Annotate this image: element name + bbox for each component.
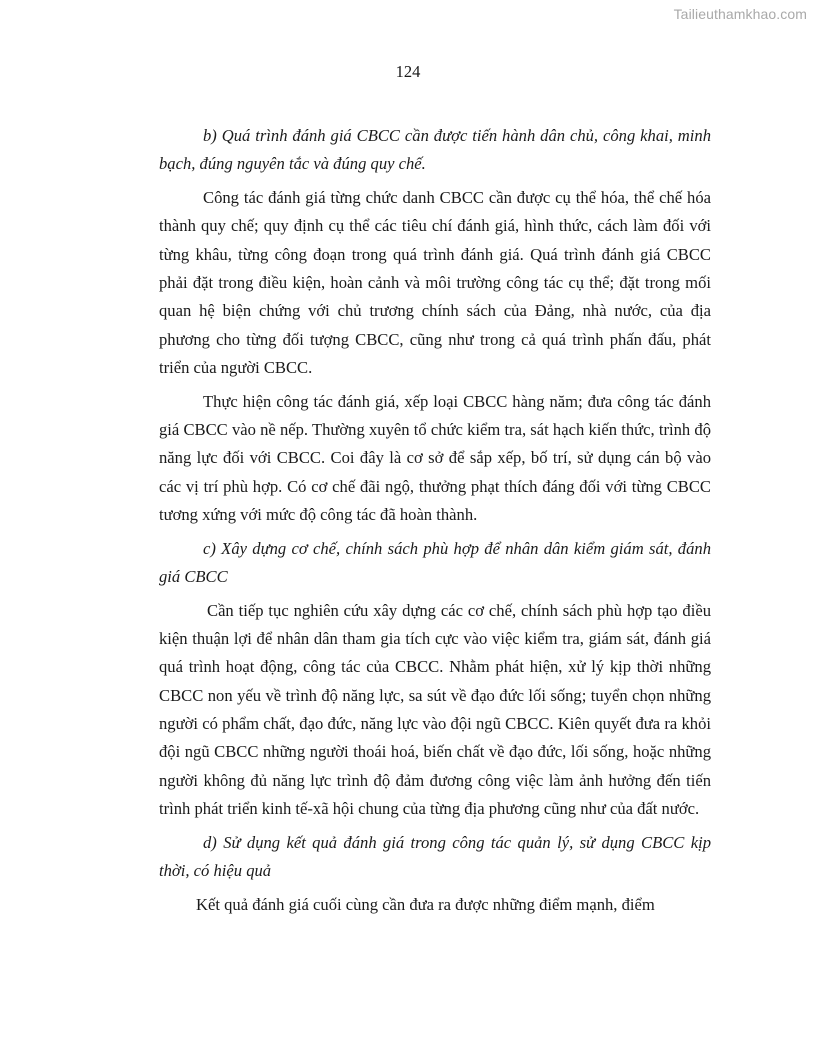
page-number: 124	[395, 62, 421, 81]
section-heading-d: d) Sử dụng kết quả đánh giá trong công tác quản lý, sử dụng CBCC kịp thời, có hiệu quả	[159, 832, 711, 880]
section-heading-b: b) Quá trình đánh giá CBCC cần được tiến hành dân chủ, công khai, minh bạch, đúng nguyên tắc và đúng quy chế.	[159, 126, 711, 174]
watermark: Tailieuthamkhao.com	[673, 6, 807, 22]
body-paragraph-3: Cần tiếp tục nghiên cứu xây dựng các cơ chế, chính sách phù hợp tạo điều kiện thuận lợi để nhân dân tham gia tích cực vào việc kiểm tra, giám sát, đánh giá quá trình hoạt động, công tác của CBCC. Nhằm phát hiện, xử lý kịp thời những CBCC non yếu về trình độ năng lực, sa sút về đạo đức lối sống; tuyển chọn những người có phẩm chất, đạo đức, năng lực vào đội ngũ CBCC. Kiên quyết đưa ra khỏi đội ngũ CBCC những người thoái hoá, biến chất về đạo đức, lối sống, hoặc những người không đủ năng lực trình độ đảm đương công việc làm ảnh hưởng đến tiến trình phát triển kinh tế-xã hội chung của từng địa phương cũng như của đất nước.	[159, 600, 711, 818]
body-paragraph-4: Kết quả đánh giá cuối cùng cần đưa ra được những điểm mạnh, điểm	[196, 894, 655, 914]
page-body	[159, 122, 711, 925]
body-paragraph-2: Thực hiện công tác đánh giá, xếp loại CBCC hàng năm; đưa công tác đánh giá CBCC vào nề nếp. Thường xuyên tổ chức kiểm tra, sát hạch kiến thức, trình độ năng lực đối với CBCC. Coi đây là cơ sở để sắp xếp, bố trí, sử dụng cán bộ vào các vị trí phù hợp. Có cơ chế đãi ngộ, thưởng phạt thích đáng đối với từng CBCC tương xứng với mức độ công tác đã hoàn thành.	[159, 391, 711, 524]
body-paragraph-1: Công tác đánh giá từng chức danh CBCC cần được cụ thể hóa, thể chế hóa thành quy chế; quy định cụ thể các tiêu chí đánh giá, hình thức, cách làm đối với từng khâu, từng công đoạn trong quá trình đánh giá. Quá trình đánh giá CBCC phải đặt trong điều kiện, hoàn cảnh và môi trường công tác cụ thể; đặt trong mối quan hệ biện chứng với chủ trương chính sách của Đảng, nhà nước, của địa phương cho từng đối tượng CBCC, cũng như trong cả quá trình phấn đấu, phát triển của người CBCC.	[159, 188, 711, 377]
section-heading-c: c) Xây dựng cơ chế, chính sách phù hợp để nhân dân kiểm giám sát, đánh giá CBCC	[159, 538, 711, 586]
